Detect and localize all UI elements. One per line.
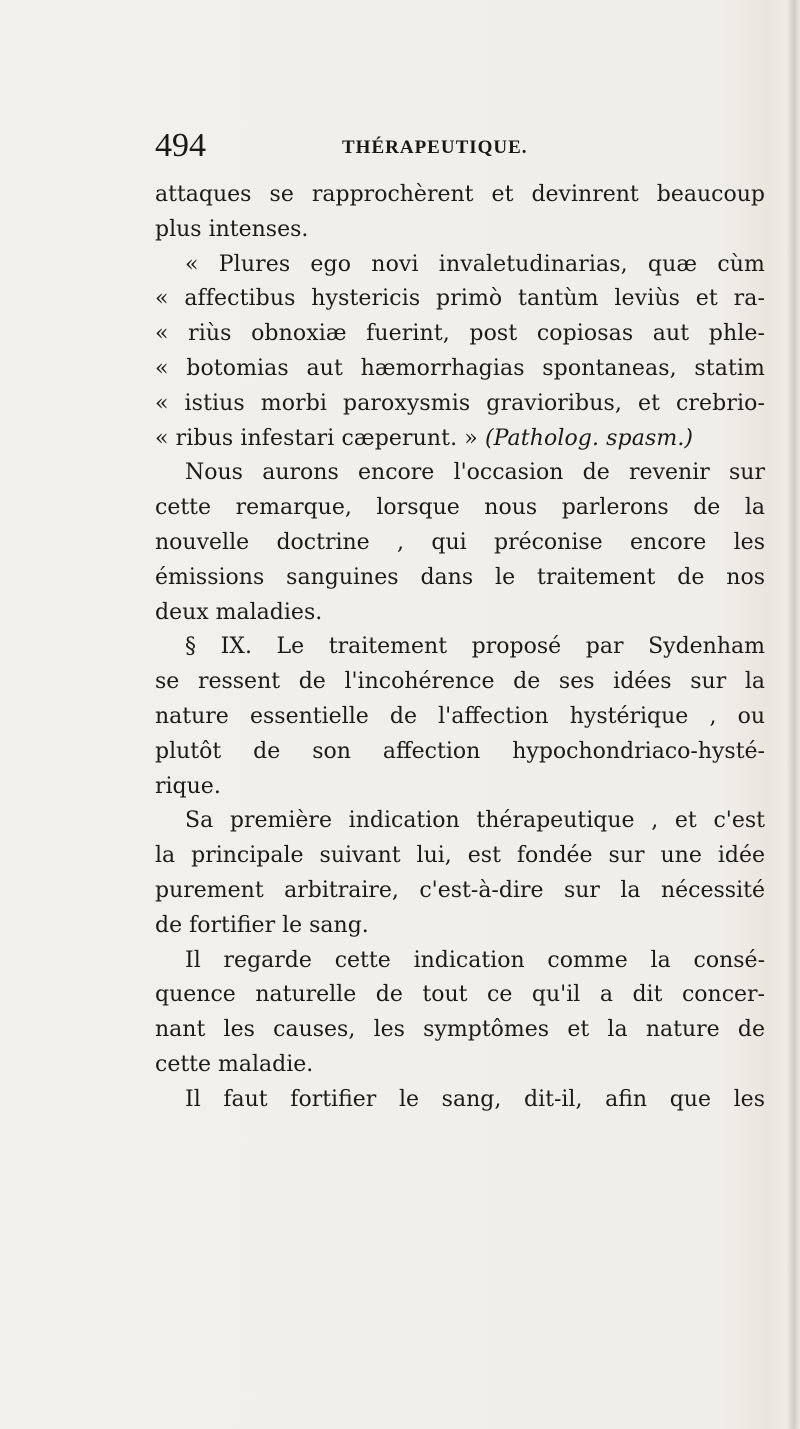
quote-line-text: « ribus infestari cæperunt. »: [155, 425, 485, 451]
text-line: cette remarque, lorsque nous parlerons de la: [155, 495, 765, 521]
page-header: [155, 126, 755, 166]
text-line: attaques se rapprochèrent et devinrent beaucoup: [155, 182, 765, 207]
paragraph-start-line: Sa première indication thérapeutique , et c'est: [185, 808, 765, 834]
section-heading-line: § IX. Le traitement proposé par Sydenham: [185, 634, 765, 660]
paragraph-start-line: Nous aurons encore l'occasion de revenir sur: [185, 460, 765, 486]
page-number: 494: [155, 127, 206, 164]
text-line: rique.: [155, 773, 221, 799]
quote-line: « riùs obnoxiæ fuerint, post copiosas aut phle-: [155, 321, 765, 347]
paragraph-start-line: Il regarde cette indication comme la consé-: [185, 947, 765, 973]
quote-line: « affectibus hystericis primò tantùm leviùs et ra-: [155, 286, 765, 312]
text-line: de fortifier le sang.: [155, 912, 369, 938]
page-edge-shadow: [786, 0, 800, 1429]
text-line: plus intenses.: [155, 216, 309, 242]
quote-line: « Plures ego novi invaletudinarias, quæ cùm: [185, 251, 765, 277]
text-line: cette maladie.: [155, 1051, 314, 1077]
paragraph-start-line: Il faut fortifier le sang, dit-il, afin que les: [185, 1086, 765, 1112]
text-line: se ressent de l'incohérence de ses idées sur la: [155, 669, 765, 695]
text-line: plutôt de son affection hypochondriaco-hysté-: [155, 738, 765, 764]
citation: (Patholog. spasm.): [484, 425, 694, 451]
quote-line-with-citation: [155, 422, 765, 457]
body-text: [155, 178, 765, 1118]
text-line: nant les causes, les symptômes et la nature de: [155, 1017, 765, 1043]
text-line: émissions sanguines dans le traitement de nos: [155, 564, 765, 590]
text-line: quence naturelle de tout ce qu'il a dit concer-: [155, 982, 765, 1008]
text-line: purement arbitraire, c'est-à-dire sur la nécessité: [155, 877, 765, 903]
text-line: nouvelle doctrine , qui préconise encore les: [155, 529, 765, 555]
quote-line: « istius morbi paroxysmis gravioribus, et crebrio-: [155, 390, 765, 416]
text-line: la principale suivant lui, est fondée sur une idée: [155, 843, 765, 869]
running-title: THÉRAPEUTIQUE.: [342, 137, 528, 158]
quote-line: « botomias aut hæmorrhagias spontaneas, statim: [155, 355, 765, 381]
text-line: deux maladies.: [155, 599, 323, 625]
text-line: nature essentielle de l'affection hystérique , ou: [155, 703, 765, 729]
